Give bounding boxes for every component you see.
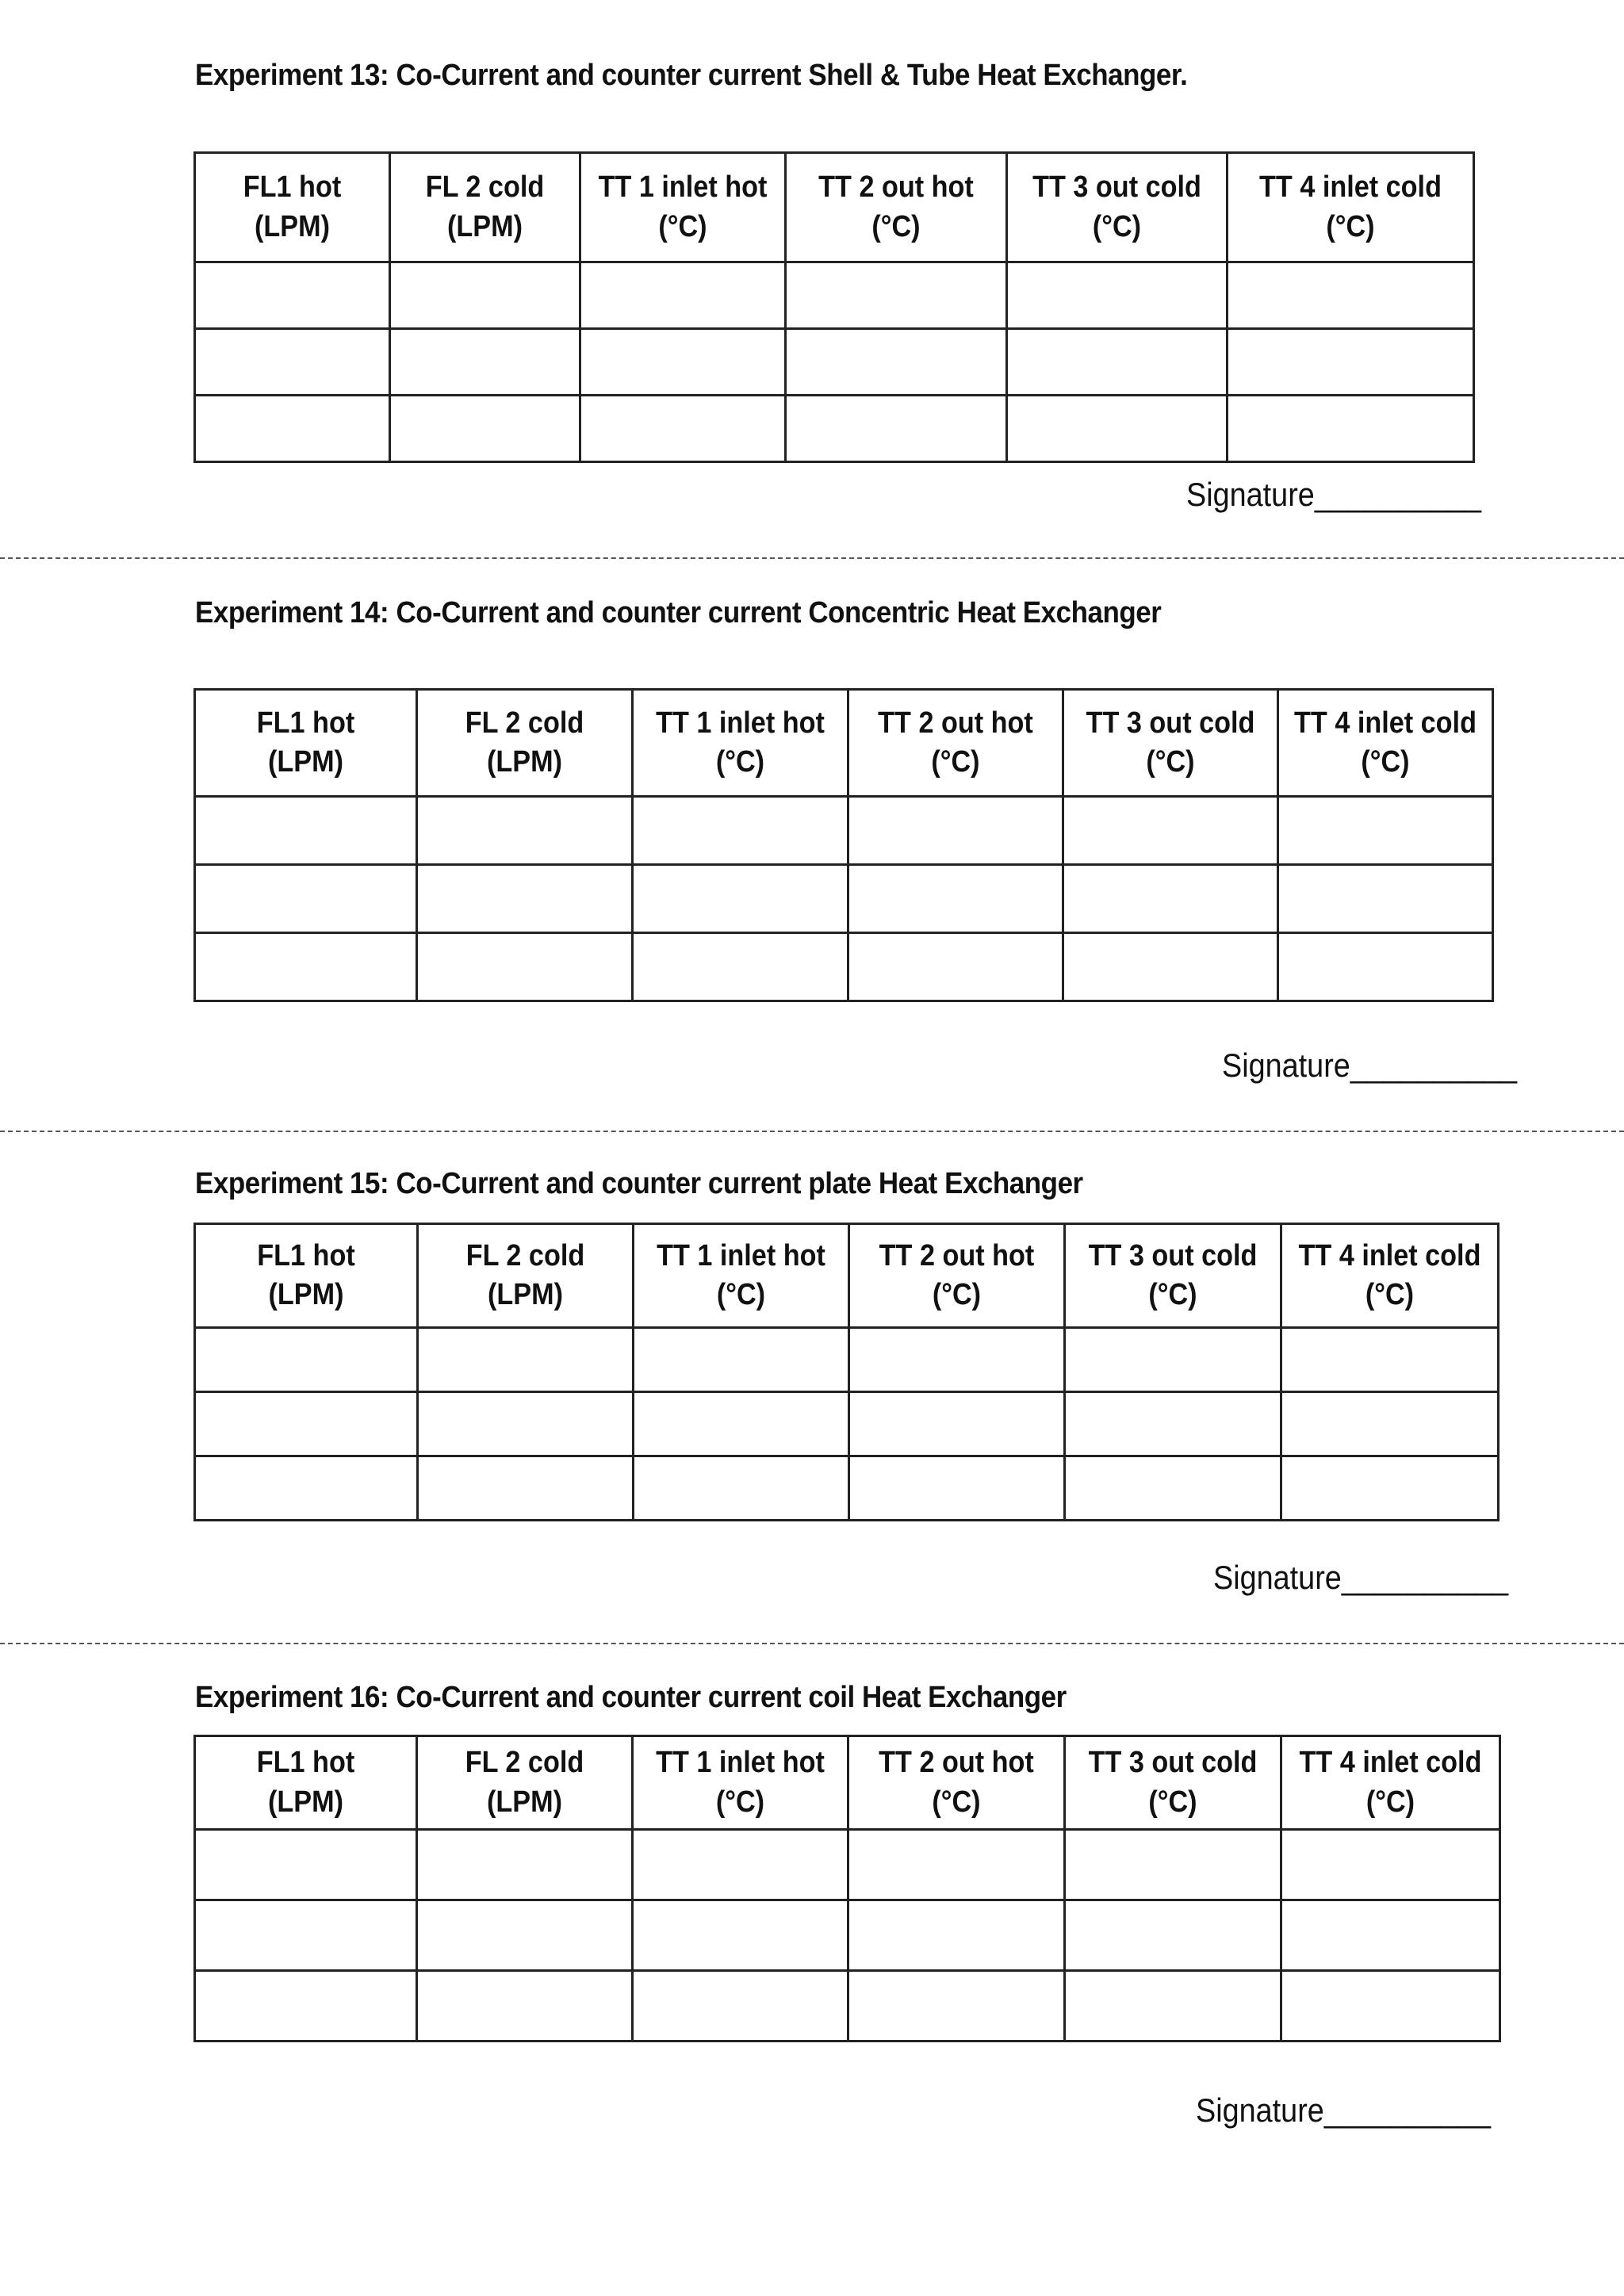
entry-cell[interactable] [1065,1328,1281,1392]
entry-cell[interactable] [1065,1392,1281,1456]
header-fl1-hot: FL1 hot (LPM) [195,1736,417,1830]
header-fl1-hot: FL1 hot (LPM) [195,1224,418,1328]
table-row [195,1971,1500,2042]
header-fl2-cold: FL 2 cold (LPM) [390,153,580,262]
entry-cell[interactable] [1228,396,1474,462]
entry-cell[interactable] [195,1456,418,1521]
entry-cell[interactable] [848,797,1063,865]
entry-cell[interactable] [390,329,580,396]
header-tt1-inlet-hot: TT 1 inlet hot (°C) [633,690,848,797]
table-row [195,262,1474,329]
section-divider [0,557,1624,559]
entry-cell[interactable] [848,865,1063,933]
experiment-16-title: Experiment 16: Co-Current and counter current coil Heat Exchanger [195,1681,1067,1714]
experiment-13-table [193,151,1475,463]
entry-cell[interactable] [195,1900,417,1971]
entry-cell[interactable] [634,1328,849,1392]
header-tt2-out-hot: TT 2 out hot (°C) [849,1224,1065,1328]
entry-cell[interactable] [1063,865,1278,933]
table-row [195,933,1493,1001]
header-tt2-out-hot: TT 2 out hot (°C) [848,690,1063,797]
entry-cell[interactable] [418,1328,634,1392]
entry-cell[interactable] [849,1456,1065,1521]
table-row [195,1456,1499,1521]
entry-cell[interactable] [786,396,1007,462]
entry-cell[interactable] [195,933,417,1001]
entry-cell[interactable] [1278,933,1493,1001]
table-row [195,396,1474,462]
entry-cell[interactable] [417,933,633,1001]
entry-cell[interactable] [418,1392,634,1456]
header-tt4-inlet-cold: TT 4 inlet cold (°C) [1228,153,1474,262]
entry-cell[interactable] [848,933,1063,1001]
header-fl2-cold: FL 2 cold (LPM) [418,1224,634,1328]
entry-cell[interactable] [1065,1971,1281,2042]
entry-cell[interactable] [848,1971,1065,2042]
entry-cell[interactable] [1063,797,1278,865]
entry-cell[interactable] [1063,933,1278,1001]
header-tt3-out-cold: TT 3 out cold (°C) [1065,1736,1281,1830]
header-tt4-inlet-cold: TT 4 inlet cold (°C) [1278,690,1493,797]
entry-cell[interactable] [634,1456,849,1521]
header-tt3-out-cold: TT 3 out cold (°C) [1007,153,1228,262]
entry-cell[interactable] [195,797,417,865]
entry-cell[interactable] [580,329,786,396]
entry-cell[interactable] [1278,797,1493,865]
header-tt3-out-cold: TT 3 out cold (°C) [1063,690,1278,797]
experiment-14-title: Experiment 14: Co-Current and counter current Concentric Heat Exchanger [195,596,1162,629]
entry-cell[interactable] [417,1830,633,1900]
entry-cell[interactable] [633,797,848,865]
entry-cell[interactable] [849,1328,1065,1392]
entry-cell[interactable] [195,262,390,329]
entry-cell[interactable] [849,1392,1065,1456]
table-row [195,1328,1499,1392]
entry-cell[interactable] [417,797,633,865]
entry-cell[interactable] [633,1830,848,1900]
experiment-15-table [193,1223,1500,1521]
header-fl2-cold: FL 2 cold (LPM) [417,1736,633,1830]
entry-cell[interactable] [633,865,848,933]
entry-cell[interactable] [1281,1900,1500,1971]
entry-cell[interactable] [1228,262,1474,329]
experiment-15-title: Experiment 15: Co-Current and counter current plate Heat Exchanger [195,1167,1083,1200]
entry-cell[interactable] [195,329,390,396]
signature-line[interactable]: Signature__________ [1186,476,1482,513]
entry-cell[interactable] [1281,1456,1499,1521]
header-tt2-out-hot: TT 2 out hot (°C) [786,153,1007,262]
table-row [195,329,1474,396]
entry-cell[interactable] [633,933,848,1001]
entry-cell[interactable] [786,262,1007,329]
entry-cell[interactable] [1007,329,1228,396]
header-tt4-inlet-cold: TT 4 inlet cold (°C) [1281,1224,1499,1328]
entry-cell[interactable] [390,396,580,462]
header-tt2-out-hot: TT 2 out hot (°C) [848,1736,1065,1830]
entry-cell[interactable] [1065,1830,1281,1900]
entry-cell[interactable] [848,1830,1065,1900]
header-row [195,153,1474,262]
table-row [195,797,1493,865]
signature-line[interactable]: Signature__________ [1222,1047,1518,1084]
signature-line[interactable]: Signature__________ [1196,2091,1492,2129]
entry-cell[interactable] [1007,262,1228,329]
header-fl1-hot: FL1 hot (LPM) [195,690,417,797]
header-tt1-inlet-hot: TT 1 inlet hot (°C) [634,1224,849,1328]
entry-cell[interactable] [195,1328,418,1392]
entry-cell[interactable] [633,1971,848,2042]
entry-cell[interactable] [1065,1456,1281,1521]
entry-cell[interactable] [417,1900,633,1971]
section-divider [0,1643,1624,1644]
table-row [195,1900,1500,1971]
header-tt1-inlet-hot: TT 1 inlet hot (°C) [580,153,786,262]
experiment-13-title: Experiment 13: Co-Current and counter current Shell & Tube Heat Exchanger. [195,59,1188,92]
entry-cell[interactable] [1281,1328,1499,1392]
header-tt1-inlet-hot: TT 1 inlet hot (°C) [633,1736,848,1830]
entry-cell[interactable] [417,865,633,933]
header-tt4-inlet-cold: TT 4 inlet cold (°C) [1281,1736,1500,1830]
entry-cell[interactable] [848,1900,1065,1971]
entry-cell[interactable] [195,1971,417,2042]
header-fl1-hot: FL1 hot (LPM) [195,153,390,262]
header-row [195,1736,1500,1830]
entry-cell[interactable] [634,1392,849,1456]
entry-cell[interactable] [1065,1900,1281,1971]
entry-cell[interactable] [390,262,580,329]
experiment-14-table [193,688,1494,1002]
signature-line[interactable]: Signature__________ [1213,1559,1509,1596]
entry-cell[interactable] [1281,1830,1500,1900]
header-row [195,690,1493,797]
table-row [195,1830,1500,1900]
entry-cell[interactable] [1278,865,1493,933]
entry-cell[interactable] [418,1456,634,1521]
entry-cell[interactable] [1281,1392,1499,1456]
entry-cell[interactable] [195,1830,417,1900]
entry-cell[interactable] [786,329,1007,396]
entry-cell[interactable] [1007,396,1228,462]
section-divider [0,1131,1624,1132]
experiment-16-table [193,1735,1501,2042]
entry-cell[interactable] [195,1392,418,1456]
entry-cell[interactable] [1228,329,1474,396]
header-tt3-out-cold: TT 3 out cold (°C) [1065,1224,1281,1328]
table-row [195,865,1493,933]
table-row [195,1392,1499,1456]
entry-cell[interactable] [417,1971,633,2042]
entry-cell[interactable] [195,396,390,462]
entry-cell[interactable] [1281,1971,1500,2042]
header-fl2-cold: FL 2 cold (LPM) [417,690,633,797]
header-row [195,1224,1499,1328]
entry-cell[interactable] [195,865,417,933]
entry-cell[interactable] [580,396,786,462]
entry-cell[interactable] [580,262,786,329]
entry-cell[interactable] [633,1900,848,1971]
